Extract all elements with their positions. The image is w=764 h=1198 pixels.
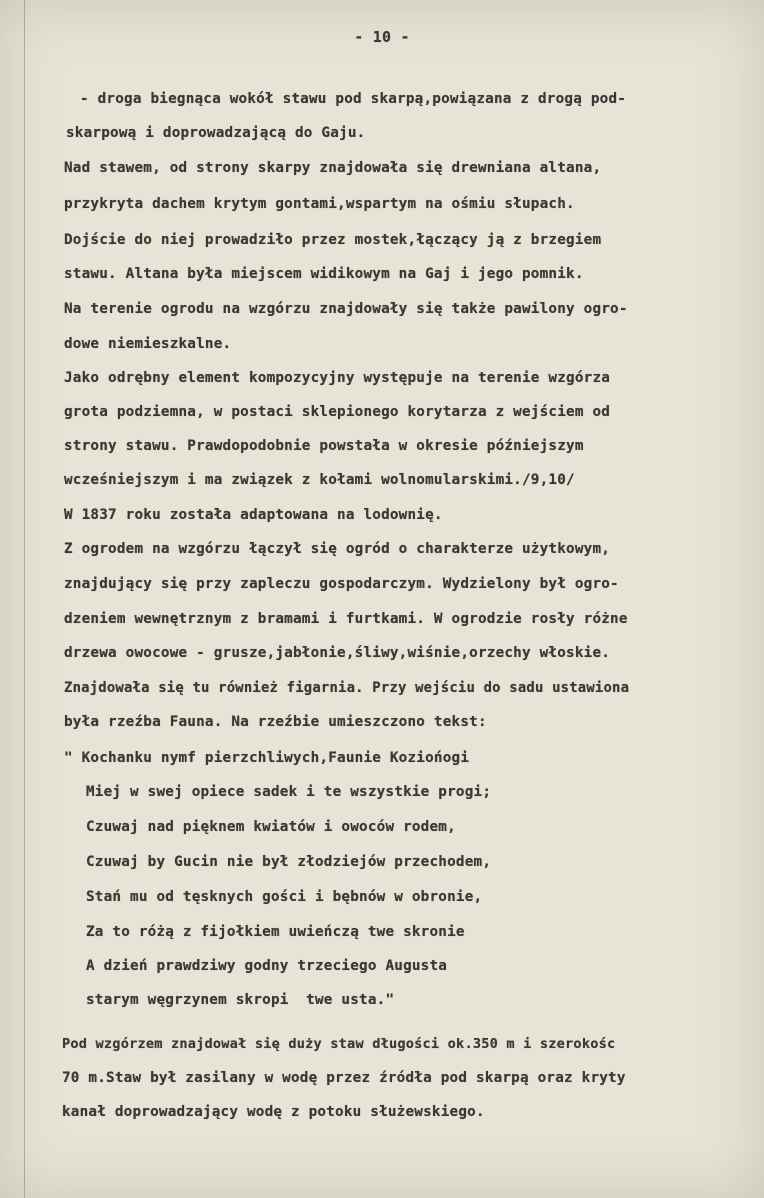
text-line: dowe niemieszkalne. xyxy=(64,336,232,352)
page-number: - 10 - xyxy=(354,28,410,46)
text-line: Stań mu od tęsknych gości i bębnów w obronie, xyxy=(86,889,483,905)
text-line: " Kochanku nymf pierzchliwych,Faunie Koziońogi xyxy=(64,750,470,766)
text-line: W 1837 roku została adaptowana na lodownię. xyxy=(64,507,443,523)
text-line: drzewa owocowe - grusze,jabłonie,śliwy,wiśnie,orzechy włoskie. xyxy=(64,645,611,661)
text-line: Z ogrodem na wzgórzu łączył się ogród o charakterze użytkowym, xyxy=(64,541,611,557)
text-line: Jako odrębny element kompozycyjny występuje na terenie wzgórza xyxy=(64,370,611,386)
text-line: Miej w swej opiece sadek i te wszystkie progi; xyxy=(86,784,492,800)
text-line: Czuwaj nad pięknem kwiatów i owoców rodem, xyxy=(86,819,456,835)
text-line: skarpową i doprowadzającą do Gaju. xyxy=(66,125,366,141)
text-line: kanał doprowadzający wodę z potoku służewskiego. xyxy=(62,1104,485,1120)
text-line: Czuwaj by Gucin nie był złodziejów przechodem, xyxy=(86,854,492,870)
text-line: Na terenie ogrodu na wzgórzu znajdowały się także pawilony ogro- xyxy=(64,301,628,317)
text-line: Pod wzgórzem znajdował się duży staw długości ok.350 m i szerokośc xyxy=(62,1036,616,1052)
text-line: 70 m.Staw był zasilany w wodę przez źródła pod skarpą oraz kryty xyxy=(62,1070,626,1086)
text-line: stawu. Altana była miejscem widikowym na Gaj i jego pomnik. xyxy=(64,266,584,282)
text-line: wcześniejszym i ma związek z kołami wolnomularskimi./9,10/ xyxy=(64,472,575,488)
text-line: była rzeźba Fauna. Na rzeźbie umieszczono tekst: xyxy=(64,714,487,730)
text-line: grota podziemna, w postaci sklepionego korytarza z wejściem od xyxy=(64,404,611,420)
text-line: Znajdowała się tu również figarnia. Przy wejściu do sadu ustawiona xyxy=(64,680,630,696)
text-line: Nad stawem, od strony skarpy znajdowała się drewniana altana, xyxy=(64,160,602,176)
text-line: przykryta dachem krytym gontami,wspartym na ośmiu słupach. xyxy=(64,196,575,212)
text-line: A dzień prawdziwy godny trzeciego Augusta xyxy=(86,958,448,974)
text-line: znajdujący się przy zapleczu gospodarczym. Wydzielony był ogro- xyxy=(64,576,619,592)
text-line: strony stawu. Prawdopodobnie powstała w okresie późniejszym xyxy=(64,438,584,454)
page-edge-line xyxy=(24,0,25,1198)
text-line: Za to różą z fijołkiem uwieńczą twe skronie xyxy=(86,924,465,940)
text-line: starym węgrzynem skropi twe usta." xyxy=(86,992,395,1008)
text-line: Dojście do niej prowadziło przez mostek,łączący ją z brzegiem xyxy=(64,232,602,248)
text-line: - droga biegnąca wokół stawu pod skarpą,powiązana z drogą pod- xyxy=(80,91,627,107)
text-line: dzeniem wewnętrznym z bramami i furtkami. W ogrodzie rosły różne xyxy=(64,611,628,627)
